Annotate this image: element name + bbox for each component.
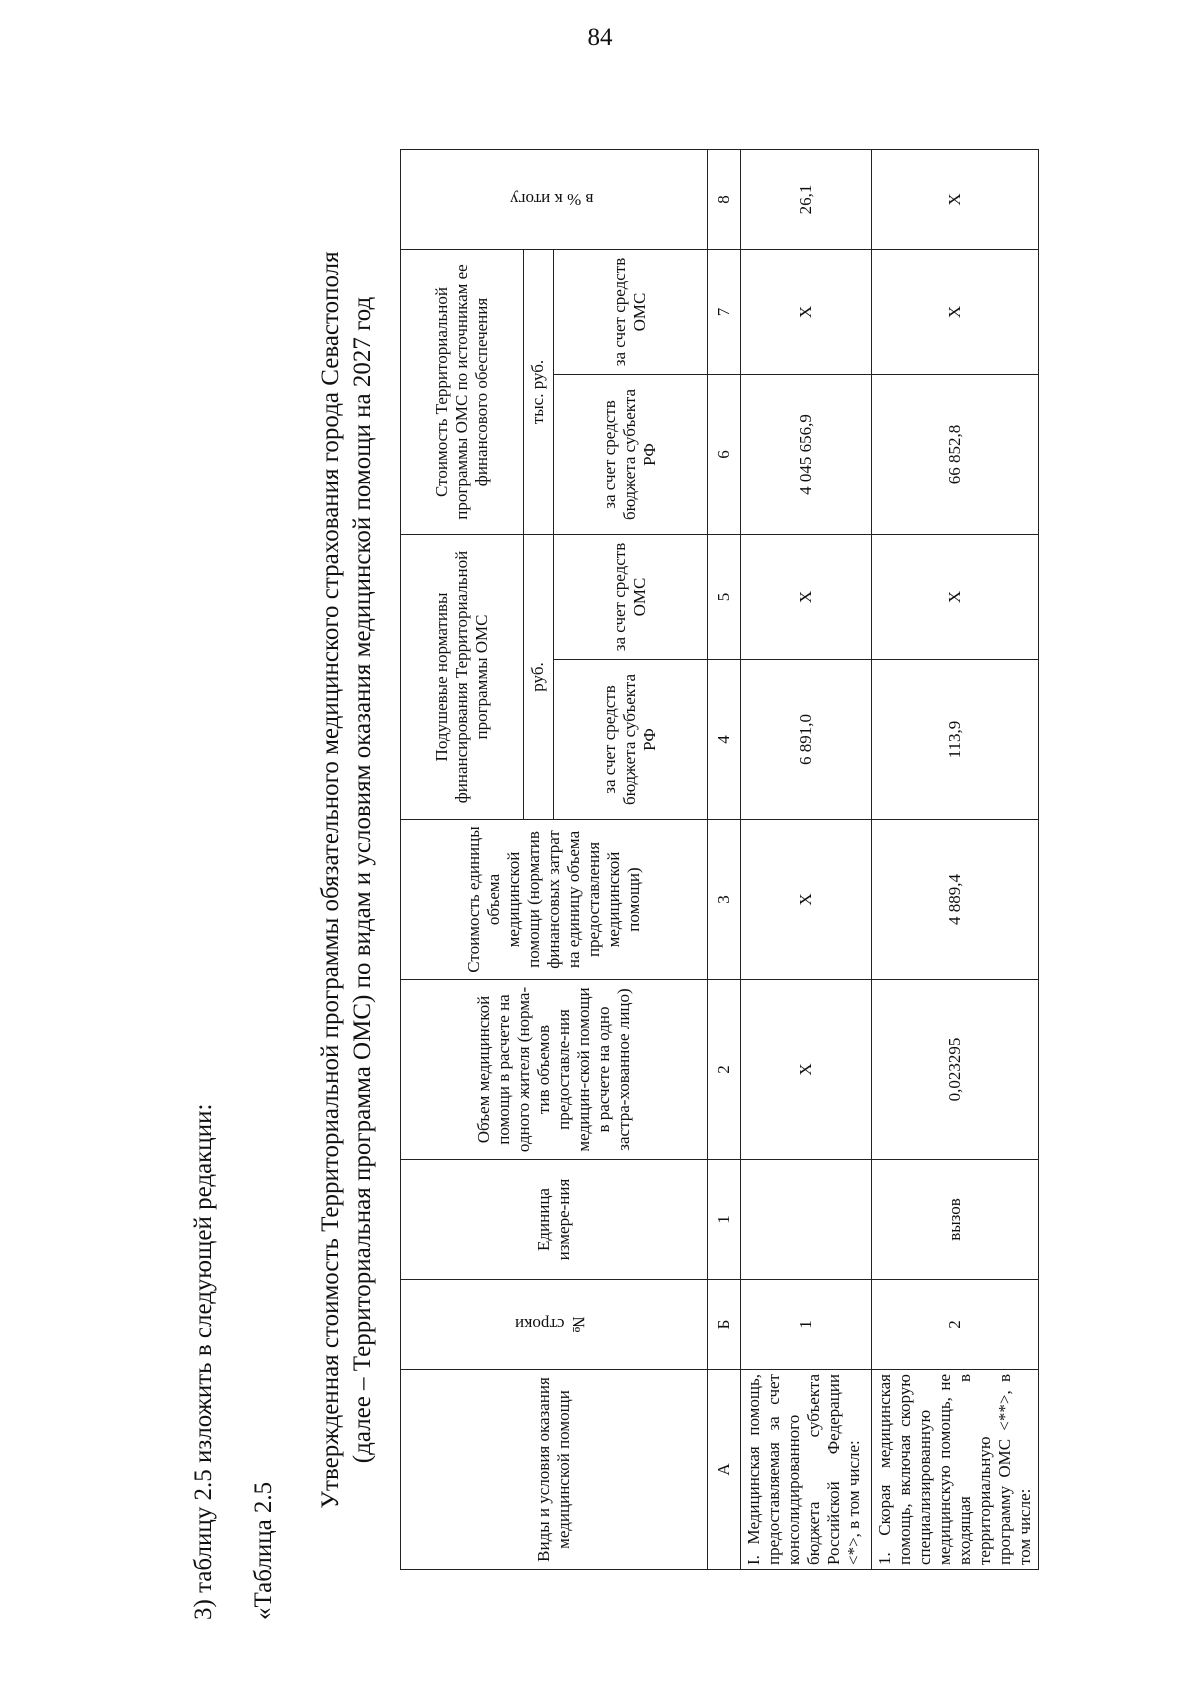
col-number: 8	[708, 149, 741, 249]
row-unit: вызов	[872, 1160, 1039, 1280]
header-col-a: Виды и условия оказания медицинской помощи	[401, 1370, 708, 1570]
col-number: 2	[708, 980, 741, 1160]
row-line: 1	[741, 1280, 872, 1370]
header-col-2: Объем медицинской помощи в расчете на одного жителя (норма-тив объемов предоставле-ния медицин-ской помощи в расчете на одно застра-хованное лицо)	[401, 980, 708, 1160]
row-norm-oms: X	[872, 535, 1039, 660]
header-unit-thous: тыс. руб.	[523, 249, 553, 534]
row-cost-budget: 4 045 656,9	[741, 375, 872, 535]
page-number: 84	[587, 24, 613, 51]
row-norm-budget: 6 891,0	[741, 660, 872, 820]
intro-line: 3) таблицу 2.5 изложить в следующей редакции:	[190, 1103, 217, 1620]
row-name: I. Медицинская помощь, предоставляемая за счет консолидированного бюджета субъекта Российской Федерации <*>, в том числе:	[741, 1370, 872, 1570]
col-number: 4	[708, 660, 741, 820]
row-norm-budget: 113,9	[872, 660, 1039, 820]
header-group-cost: Стоимость Территориальной программы ОМС по источникам ее финансового обеспечения	[401, 249, 524, 534]
row-cost-budget: 66 852,8	[872, 375, 1039, 535]
row-cost-oms: X	[741, 249, 872, 374]
cost-table	[400, 149, 1039, 1570]
caption-line-1: Утвержденная стоимость Территориальной программы обязательного медицинского страхования города Севастополя	[317, 251, 344, 1509]
row-unit-cost: 4 889,4	[872, 820, 1039, 980]
table-row	[872, 149, 1039, 1569]
col-number: Б	[708, 1280, 741, 1370]
header-col-5: за счет средств ОМС	[553, 535, 707, 660]
header-col-b	[401, 1280, 708, 1370]
col-number: А	[708, 1370, 741, 1570]
header-col-7: за счет средств ОМС	[553, 249, 707, 374]
header-col-1: Единица измере-ния	[401, 1160, 708, 1280]
header-col-b-text: № строки	[515, 1315, 588, 1335]
header-col-3: Стоимость единицы объема медицинской помощи (норматив финансовых затрат на единицу объема предоставления медицинской помощи)	[401, 820, 708, 980]
row-name: 1. Скорая медицинская помощь, включая скорую специализированную медицинскую помощь, не входящая в территориальную программу ОМС <**>, в том числе:	[872, 1370, 1039, 1570]
col-number: 7	[708, 249, 741, 374]
col-number: 3	[708, 820, 741, 980]
row-volume: 0,023295	[872, 980, 1039, 1160]
row-unit-cost: X	[741, 820, 872, 980]
row-volume: X	[741, 980, 872, 1160]
header-unit-rub: руб.	[523, 535, 553, 820]
table-label: «Таблица 2.5	[250, 1481, 277, 1620]
row-percent: 26,1	[741, 149, 872, 249]
header-col-6: за счет средств бюджета субъекта РФ	[553, 375, 707, 535]
col-number: 6	[708, 375, 741, 535]
col-number: 5	[708, 535, 741, 660]
column-number-row	[708, 149, 741, 1569]
row-line: 2	[872, 1280, 1039, 1370]
row-cost-oms: X	[872, 249, 1039, 374]
table-caption	[315, 100, 379, 1660]
header-col-8-text: в % к итогу	[509, 190, 594, 210]
rotated-sheet	[120, 100, 1180, 1660]
header-col-8	[401, 149, 708, 249]
table-row	[741, 149, 872, 1569]
row-unit	[741, 1160, 872, 1280]
col-number: 1	[708, 1160, 741, 1280]
header-group-normatives: Подушевые нормативы финансирования Территориальной программы ОМС	[401, 535, 524, 820]
row-percent: X	[872, 149, 1039, 249]
caption-line-2: (далее – Территориальная программа ОМС) по видам и условиям оказания медицинской помощи на 2027 год	[349, 296, 376, 1464]
header-col-4: за счет средств бюджета субъекта РФ	[553, 660, 707, 820]
row-norm-oms: X	[741, 535, 872, 660]
